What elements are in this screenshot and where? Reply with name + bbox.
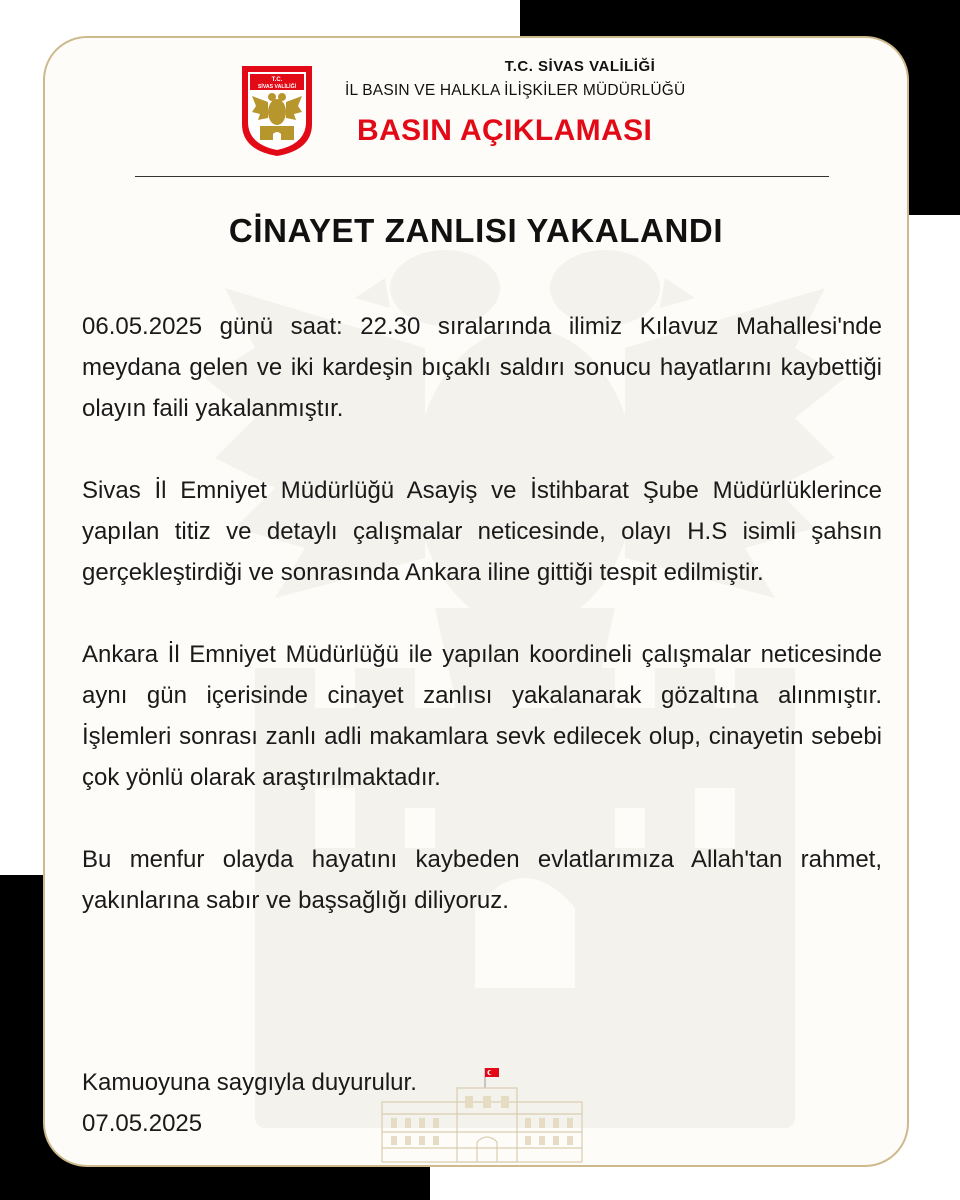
emblem-text-top: T.C.	[271, 77, 283, 83]
paragraph: 06.05.2025 günü saat: 22.30 sıralarında ilimiz Kılavuz Mahallesi'nde meydana gelen ve iki kardeşin bıçaklı saldırı sonucu hayatlarını kaybettiği olayın faili yakalanmıştır.	[82, 313, 882, 422]
page-title: CİNAYET ZANLISI YAKALANDI	[228, 212, 724, 249]
document-card	[43, 36, 909, 1167]
paragraph: Sivas İl Emniyet Müdürlüğü Asayiş ve İstihbarat Şube Müdürlüklerince yapılan titiz ve detaylı çalışmalar neticesinde, olayı H.S isimli şahsın gerçekleştirdiği ve sonrasında Ankara iline gittiği tespit edilmiştir.	[82, 477, 882, 586]
closing-block	[82, 1062, 417, 1144]
closing-date: 07.05.2025	[82, 1110, 203, 1137]
institution-name: T.C. SİVAS VALİLİĞİ	[504, 58, 656, 75]
header-divider	[135, 176, 829, 177]
emblem-text-main: SİVAS VALİLİĞİ	[257, 84, 297, 90]
sivas-valiligi-emblem-icon	[240, 64, 314, 158]
document-type: BASIN AÇIKLAMASI	[357, 114, 653, 147]
paragraph: Bu menfur olayda hayatını kaybeden evlatlarımıza Allah'tan rahmet, yakınlarına sabır ve başsağlığı diliyoruz.	[82, 846, 882, 914]
turkish-flag-icon	[485, 1068, 499, 1088]
body-text	[82, 306, 882, 962]
letterhead	[45, 38, 907, 188]
governorship-building-icon	[377, 1062, 587, 1166]
closing-text: Kamuoyuna saygıyla duyurulur.	[82, 1069, 417, 1096]
paragraph: Ankara İl Emniyet Müdürlüğü ile yapılan koordineli çalışmalar neticesinde aynı gün içerisinde cinayet zanlısı yakalanarak gözaltına alınmıştır. İşlemleri sonrası zanlı adli makamlara sevk edilecek olup, cinayetin sebebi çok yönlü olarak araştırılmaktadır.	[82, 641, 882, 791]
department-name: İL BASIN VE HALKLA İLİŞKİLER MÜDÜRLÜĞÜ	[345, 82, 686, 99]
